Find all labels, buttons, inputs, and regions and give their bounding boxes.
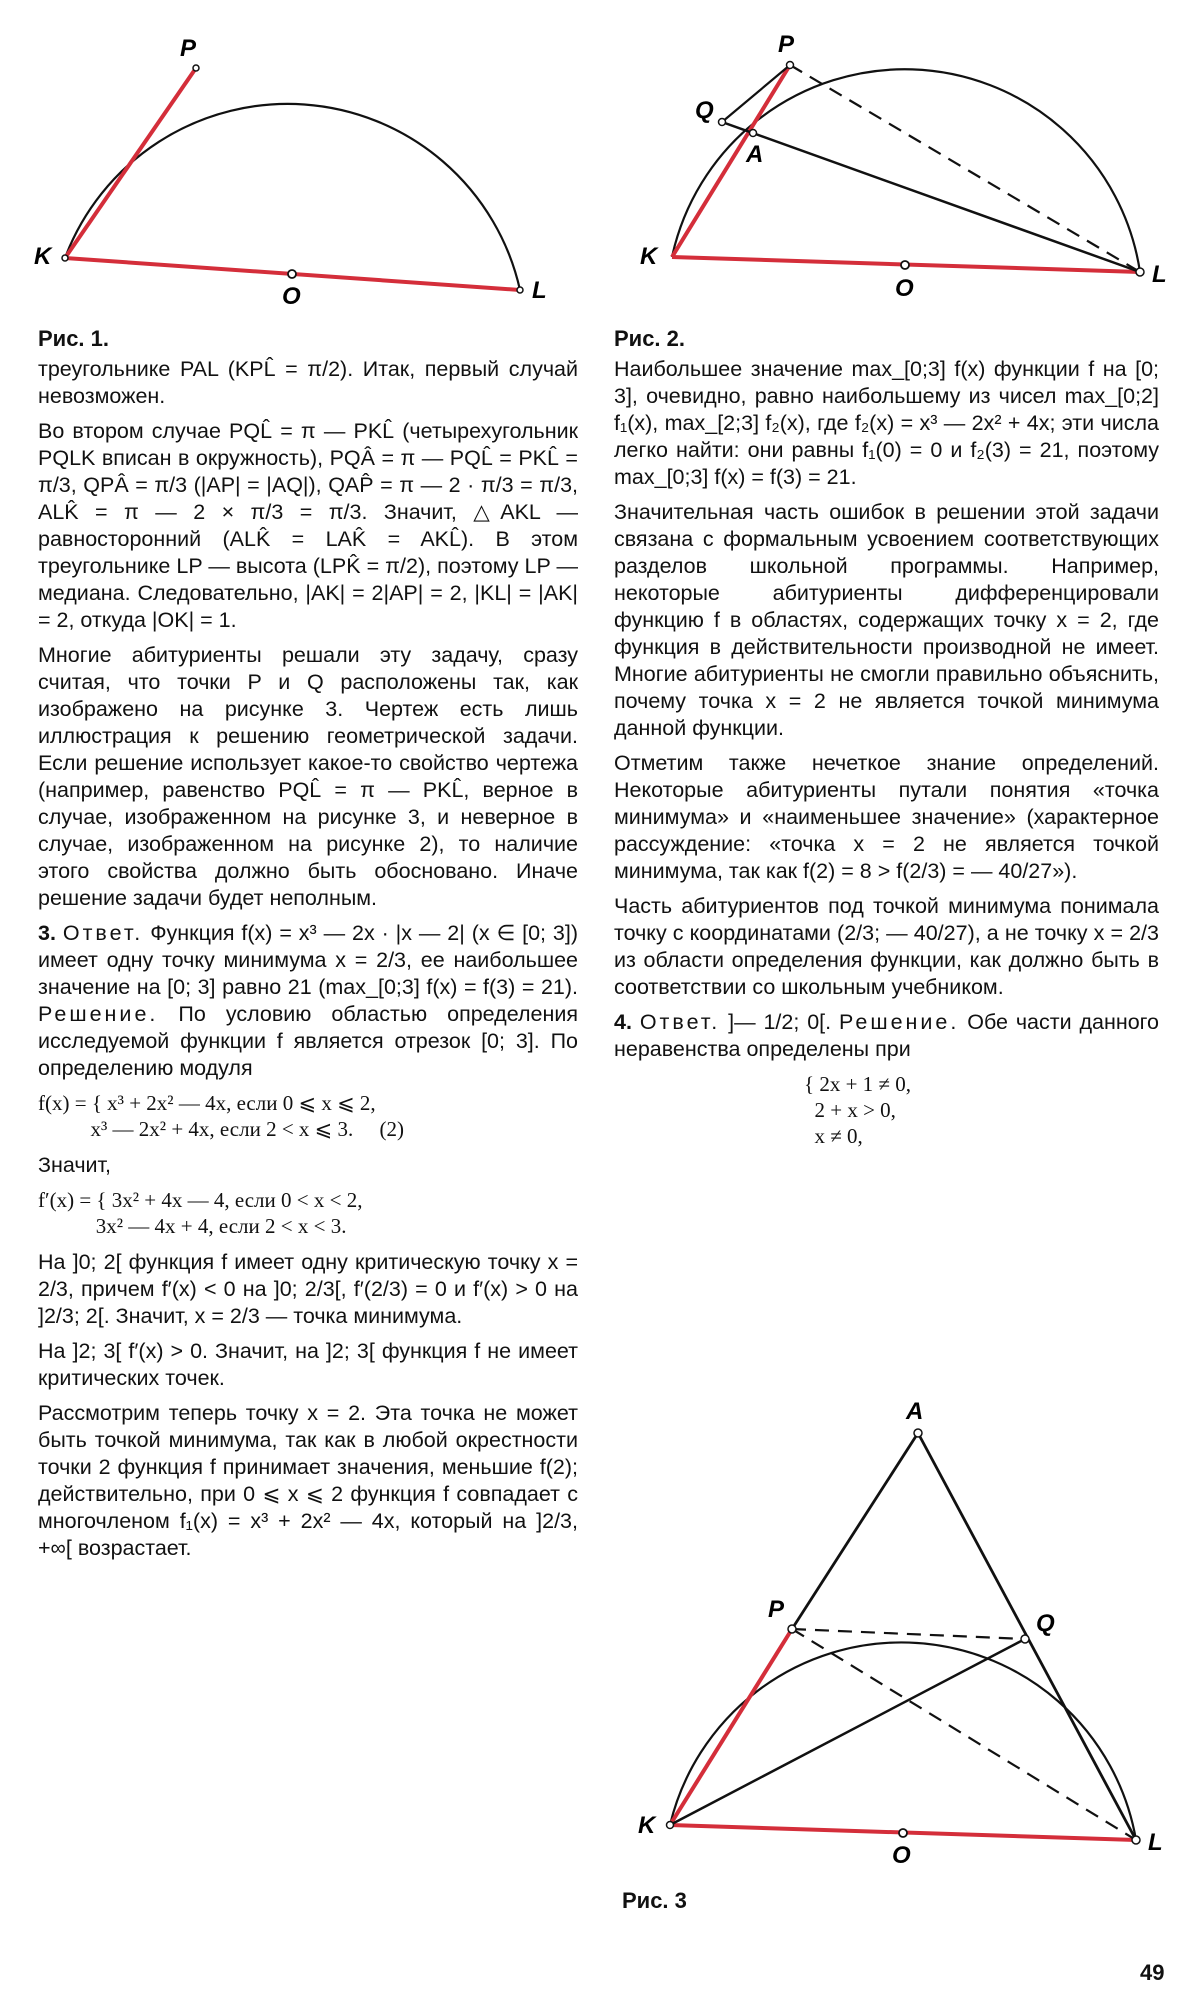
label-o: O <box>895 275 914 302</box>
figure-2-caption: Рис. 2. <box>614 326 686 351</box>
label-o: O <box>282 283 301 310</box>
semicircle-arc <box>672 69 1140 272</box>
label-q: Q <box>1036 1610 1055 1637</box>
label-l: L <box>532 277 547 304</box>
label-k: K <box>638 1812 656 1839</box>
right-column <box>614 356 1159 1159</box>
point-a <box>914 1429 922 1437</box>
problem-3-answer-label: Ответ. <box>62 921 144 945</box>
chord-kp <box>670 1629 792 1825</box>
left-paragraph-4 <box>38 920 578 1082</box>
figure-3 <box>620 1395 1190 1875</box>
point-k <box>667 1822 674 1829</box>
label-p: P <box>778 31 795 58</box>
problem-3-solution: По условию областью определения исследуемой функции f является отрезок [0; 3]. По определению модуля <box>38 1002 578 1080</box>
right-paragraph-5 <box>614 1009 1159 1063</box>
label-q: Q <box>695 97 714 124</box>
point-p <box>787 62 794 69</box>
problem-3-number: 3. <box>38 921 56 945</box>
label-a: A <box>746 141 764 168</box>
point-a <box>750 130 757 137</box>
left-paragraph-5: Значит, <box>38 1153 111 1177</box>
center-point-o <box>901 261 909 269</box>
dashed-pl <box>790 65 1140 272</box>
formula-2: f(x) = { x³ + 2x² — 4x, если 0 ⩽ x ⩽ 2, x³ — 2x² + 4x, если 2 < x ⩽ 3. (2) <box>38 1091 404 1141</box>
label-l: L <box>1152 261 1167 288</box>
figure-2 <box>620 20 1190 320</box>
segment-qp <box>722 65 790 122</box>
center-point-o <box>899 1829 907 1837</box>
label-p: P <box>768 1596 785 1623</box>
left-paragraph-3: Многие абитуриенты решали эту задачу, сразу считая, что точки P и Q расположены так, как изображено на рисунке 3. Чертеж есть лишь иллюстрация к решению геометрической задачи. Если решение использует какое-то свойство чертежа (например, равенство PQL̂ = π — PKL̂, верное в случае, изображенном на рисунке 3, и неверное в случае, изображенном на рисунке 2), то наличие этого свойства должно быть обосновано. Иначе решение задачи будет неполным. <box>38 643 578 910</box>
figure-1-caption: Рис. 1. <box>38 326 110 351</box>
problem-4-answer-label: Ответ. <box>639 1010 721 1034</box>
left-paragraph-2: Во втором случае PQL̂ = π — PKL̂ (четырехугольник PQLK вписан в окружность), PQÂ = π — PQL̂ = PKL̂ = π/3, QPÂ = π/3 (|AP| = |AQ|), QAP̂ = π — 2 · π/3 = π/3, ALK̂ = π — 2 × π/3 = π/3. Значит, △AKL — равносторонний (ALK̂ = LAK̂ = AKL̂). В этом треугольнике LP — высота (LPK̂ = π/2), поэтому LP — медиана. Следовательно, |AK| = 2|AP| = 2, |KL| = |AK| = 2, откуда |OK| = 1. <box>38 419 578 632</box>
right-paragraph-2: Значительная часть ошибок в решении этой задачи связана с формальным усвоением соответствующих разделов школьной программы. Например, некоторые абитуриенты дифференцировали функцию f в областях, содержащих точку x = 2, где функция в действительности производной не имеет. Многие абитуриенты не смогли правильно объяснить, почему точка x = 2 не является точкой минимума данной функции. <box>614 500 1159 740</box>
right-paragraph-3: Отметим также нечеткое знание определений. Некоторые абитуриенты путали понятия «точка минимума» и «наименьшее значение» (характерное рассуждение: «точка x = 2 не является точкой минимума, так как f(2) = 8 > f(2/3) = — 40/27»). <box>614 751 1159 883</box>
chord-kp <box>672 65 790 257</box>
label-k: K <box>34 243 52 270</box>
label-o: O <box>892 1842 911 1869</box>
dashed-pq <box>792 1629 1025 1639</box>
segment-kq <box>670 1639 1025 1825</box>
segment-ap <box>792 1433 918 1629</box>
right-paragraph-4: Часть абитуриентов под точкой минимума понимала точку с координатами (2/3; — 40/27), а не точку x = 2/3 из области определения функции, как должно быть в соответствии со школьным учебником. <box>614 894 1159 999</box>
inequality-system: { 2x + 1 ≠ 0, 2 + x > 0, x ≠ 0, <box>804 1072 911 1148</box>
problem-4-number: 4. <box>614 1010 632 1034</box>
point-q <box>1021 1635 1029 1643</box>
page-number: 49 <box>1140 1960 1165 1985</box>
formula-derivative: f′(x) = { 3x² + 4x — 4, если 0 < x < 2, 3x² — 4x + 4, если 2 < x < 3. <box>38 1188 363 1238</box>
chord-kp <box>65 68 196 258</box>
point-l <box>1136 268 1144 276</box>
problem-4-solution: Обе части данного неравенства определены при <box>614 1010 1159 1061</box>
point-k <box>62 255 68 261</box>
left-paragraph-1: треугольнике PAL (KPL̂ = π/2). Итак, первый случай невозможен. <box>38 357 578 408</box>
right-paragraph-1: Наибольшее значение max_[0;3] f(x) функции f на [0; 3], очевидно, равно наибольшему из чисел max_[0;2] f₁(x), max_[2;3] f₂(x), где f₂(x) = x³ — 2x² + 4x; эти числа легко найти: они равны f₁(0) = 0 и f₂(3) = 21, поэтому max_[0;3] f(x) = f(3) = 21. <box>614 357 1159 489</box>
label-p: P <box>180 35 197 62</box>
left-paragraph-7: На ]2; 3[ f′(x) > 0. Значит, на ]2; 3[ функция f не имеет критических точек. <box>38 1339 578 1390</box>
point-l <box>517 287 523 293</box>
problem-3-solution-label: Решение. <box>38 1002 159 1026</box>
problem-4-solution-label: Решение. <box>838 1010 960 1034</box>
point-p <box>193 65 199 71</box>
left-paragraph-8: Рассмотрим теперь точку x = 2. Эта точка не может быть точкой минимума, так как в любой окрестности точки 2 функция f принимает значения, меньшие f(2); действительно, при 0 ⩽ x ⩽ 2 функция f совпадает с многочленом f₁(x) = x³ + 2x² — 4x, который на ]2/3, +∞[ возрастает. <box>38 1401 578 1560</box>
label-a: A <box>906 1398 924 1425</box>
label-k: K <box>640 243 658 270</box>
semicircle-arc <box>670 1642 1136 1840</box>
point-p <box>788 1625 796 1633</box>
problem-3-answer: Функция f(x) = x³ — 2x · |x — 2| (x ∈ [0; 3]) имеет одну точку минимума x = 2/3, ее наибольшее значение на [0; 3] равно 21 (max_[0;3] f(x) = f(3) = 21). <box>38 921 578 999</box>
figure-1 <box>20 20 580 320</box>
point-q <box>719 119 726 126</box>
left-paragraph-6: На ]0; 2[ функция f имеет одну критическую точку x = 2/3, причем f′(x) < 0 на ]0; 2/3[, f′(2/3) = 0 и f′(x) > 0 на ]2/3; 2[. Значит, x = 2/3 — точка минимума. <box>38 1250 578 1328</box>
figure-3-caption: Рис. 3 <box>622 1888 687 1913</box>
point-l <box>1132 1836 1140 1844</box>
problem-4-answer: ]— 1/2; 0[. <box>728 1010 832 1034</box>
center-point-o <box>288 270 296 278</box>
left-column <box>38 356 578 1570</box>
label-l: L <box>1148 1829 1163 1856</box>
